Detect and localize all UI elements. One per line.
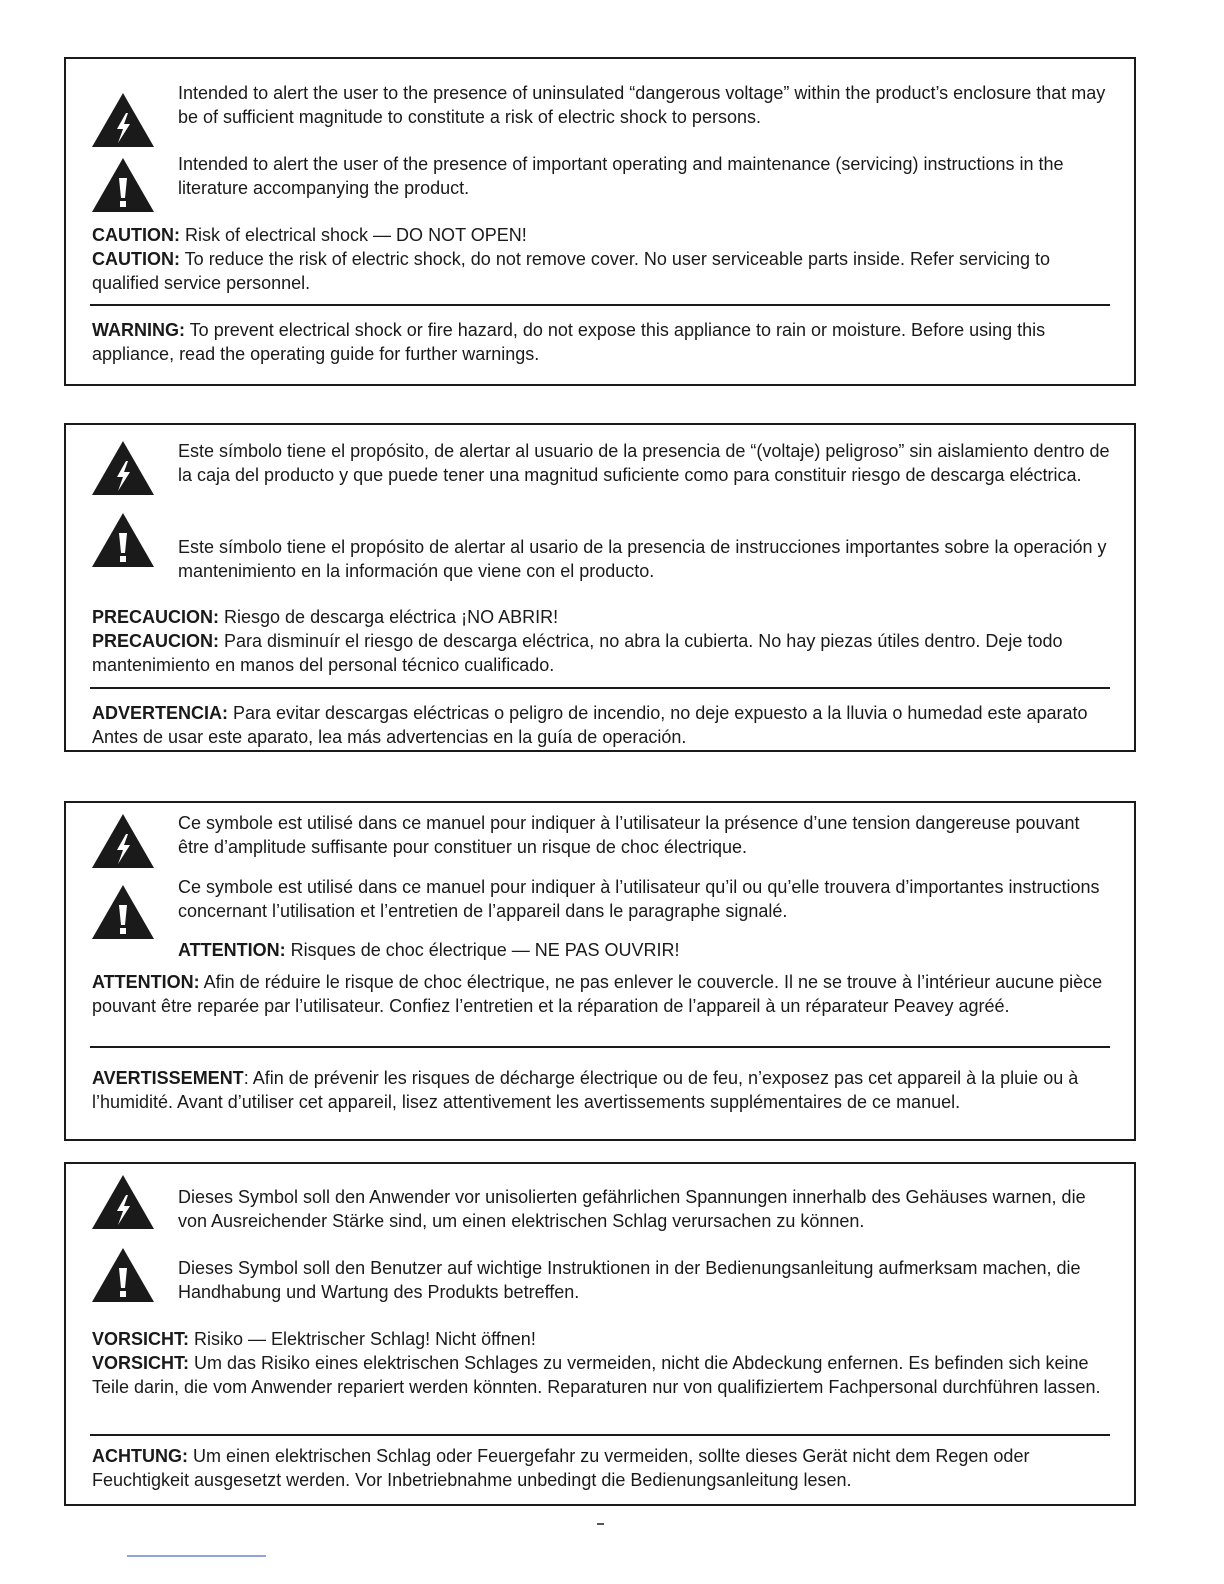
page-marker	[597, 1523, 604, 1525]
exclamation-warning-icon	[90, 883, 156, 941]
warning-text: Um einen elektrischen Schlag oder Feuergefahr zu vermeiden, sollte dieses Gerät nicht dem Regen oder Feuchtigkeit ausgesetzt werden. Vor Inbetriebnahme unbedingt die Bedienungsanleitung lesen.	[92, 1446, 1030, 1490]
warning-label: WARNING:	[92, 320, 185, 340]
warning-block	[92, 701, 1112, 749]
caution-block	[92, 1327, 1112, 1399]
caution-text: Riesgo de descarga eléctrica ¡NO ABRIR!	[219, 607, 559, 627]
caution-label: PRECAUCION:	[92, 631, 220, 651]
caution-text: Afin de réduire le risque de choc électrique, ne pas enlever le couvercle. Il ne se trouve à l’intérieur aucune pièce pouvant être reparée par l’utilisateur. Confiez l’entretien et la réparation de l’appareil à un réparateur Peavey agréé.	[92, 972, 1103, 1016]
caution-text: Risques de choc électrique — NE PAS OUVRIR!	[285, 940, 680, 960]
warning-block	[92, 1444, 1112, 1492]
caution-line-2	[92, 1351, 1112, 1399]
caution-text: Risiko — Elektrischer Schlag! Nicht öffnen!	[189, 1329, 536, 1349]
caution-line-1	[178, 938, 1112, 962]
caution-block	[92, 223, 1112, 295]
warning-label: ACHTUNG:	[92, 1446, 188, 1466]
voltage-symbol-text: Ce symbole est utilisé dans ce manuel pour indiquer à l’utilisateur la présence d’une tension dangereuse pouvant être d’amplitude suffisante pour constituer un risque de choc électrique.	[178, 813, 1080, 857]
instructions-symbol-text: Dieses Symbol soll den Benutzer auf wichtige Instruktionen in der Bedienungsanleitung aufmerksam machen, die Handhabung und Wartung des Produkts betreffen.	[178, 1258, 1081, 1302]
caution-text: Um das Risiko eines elektrischen Schlages zu vermeiden, nicht die Abdeckung enfernen. Es befinden sich keine Teile darin, die vom Anwender repariert werden könnten. Reparaturen nur von qualifiziertem Fachpersonal durchführen lassen.	[92, 1353, 1101, 1397]
caution-line-1	[92, 1327, 1112, 1351]
divider	[90, 1046, 1110, 1048]
lightning-warning-icon	[90, 439, 156, 497]
exclamation-warning-icon	[90, 511, 156, 569]
warning-text: Para evitar descargas eléctricas o peligro de incendio, no deje expuesto a la lluvia o humedad este aparato Antes de usar este aparato, lea más advertencias en la guía de operación.	[92, 703, 1088, 747]
caution-block	[92, 970, 1112, 1018]
caution-label: VORSICHT:	[92, 1329, 190, 1349]
safety-box-english	[64, 57, 1136, 386]
lightning-warning-icon	[90, 91, 156, 149]
caution-label: VORSICHT:	[92, 1353, 190, 1373]
caution-line-2	[92, 970, 1112, 1018]
caution-text: Risk of electrical shock — DO NOT OPEN!	[180, 225, 527, 245]
instructions-symbol-text: Este símbolo tiene el propósito de alertar al usario de la presencia de instrucciones importantes sobre la operación y mantenimiento en la información que viene con el producto.	[178, 537, 1107, 581]
caution-text: Para disminuír el riesgo de descarga eléctrica, no abra la cubierta. No hay piezas útiles dentro. Deje todo mantenimiento en manos del personal técnico cualificado.	[92, 631, 1063, 675]
caution-text: To reduce the risk of electric shock, do not remove cover. No user serviceable parts inside. Refer servicing to qualified service personnel.	[92, 249, 1051, 293]
warning-text: : Afin de prévenir les risques de décharge électrique ou de feu, n’exposez pas cet appareil à la pluie ou à l’humidité. Avant d’utiliser cet appareil, lisez attentivement les avertissements supplémentaires de ce manuel.	[92, 1068, 1079, 1112]
caution-label: ATTENTION:	[92, 972, 200, 992]
voltage-symbol-text: Dieses Symbol soll den Anwender vor unisolierten gefährlichen Spannungen innerhalb des Gehäuses warnen, die von Ausreichender Stärke sind, um einen elektrischen Schlag verursachen zu können.	[178, 1187, 1086, 1231]
exclamation-warning-icon	[90, 156, 156, 214]
lightning-warning-icon	[90, 812, 156, 870]
caution-label: PRECAUCION:	[92, 607, 220, 627]
warning-label: ADVERTENCIA:	[92, 703, 229, 723]
lightning-warning-icon	[90, 1173, 156, 1231]
caution-label: CAUTION:	[92, 249, 180, 269]
caution-line-1	[92, 605, 1112, 629]
warning-label: AVERTISSEMENT	[92, 1068, 244, 1088]
divider	[90, 304, 1110, 306]
voltage-symbol-text: Intended to alert the user to the presence of uninsulated “dangerous voltage” within the product’s enclosure that may be of sufficient magnitude to constitute a risk of electric shock to persons.	[178, 83, 1106, 127]
safety-box-german	[64, 1162, 1136, 1506]
caution-block	[92, 605, 1112, 677]
caution-line-1	[92, 223, 1112, 247]
caution-line-2	[92, 629, 1112, 677]
divider	[90, 1434, 1110, 1436]
instructions-symbol-text: Ce symbole est utilisé dans ce manuel pour indiquer à l’utilisateur qu’il ou qu’elle trouvera d’importantes instructions concernant l’utilisation et l’entretien de l’appareil dans le paragraphe signalé.	[178, 877, 1100, 921]
exclamation-warning-icon	[90, 1246, 156, 1304]
safety-box-spanish	[64, 423, 1136, 752]
caution-label: ATTENTION:	[178, 940, 286, 960]
decorative-line	[127, 1555, 266, 1557]
voltage-symbol-text: Este símbolo tiene el propósito, de alertar al usuario de la presencia de “(voltaje) peligroso” sin aislamiento dentro de la caja del producto y que puede tener una magnitud suficiente como para constituir riesgo de descarga eléctrica.	[178, 441, 1110, 485]
safety-box-french	[64, 801, 1136, 1141]
warning-block	[92, 318, 1112, 366]
caution-line-2	[92, 247, 1112, 295]
warning-text: To prevent electrical shock or fire hazard, do not expose this appliance to rain or moisture. Before using this appliance, read the operating guide for further warnings.	[92, 320, 1046, 364]
caution-label: CAUTION:	[92, 225, 180, 245]
warning-block	[92, 1066, 1112, 1114]
divider	[90, 687, 1110, 689]
instructions-symbol-text: Intended to alert the user of the presence of important operating and maintenance (servicing) instructions in the literature accompanying the product.	[178, 154, 1064, 198]
